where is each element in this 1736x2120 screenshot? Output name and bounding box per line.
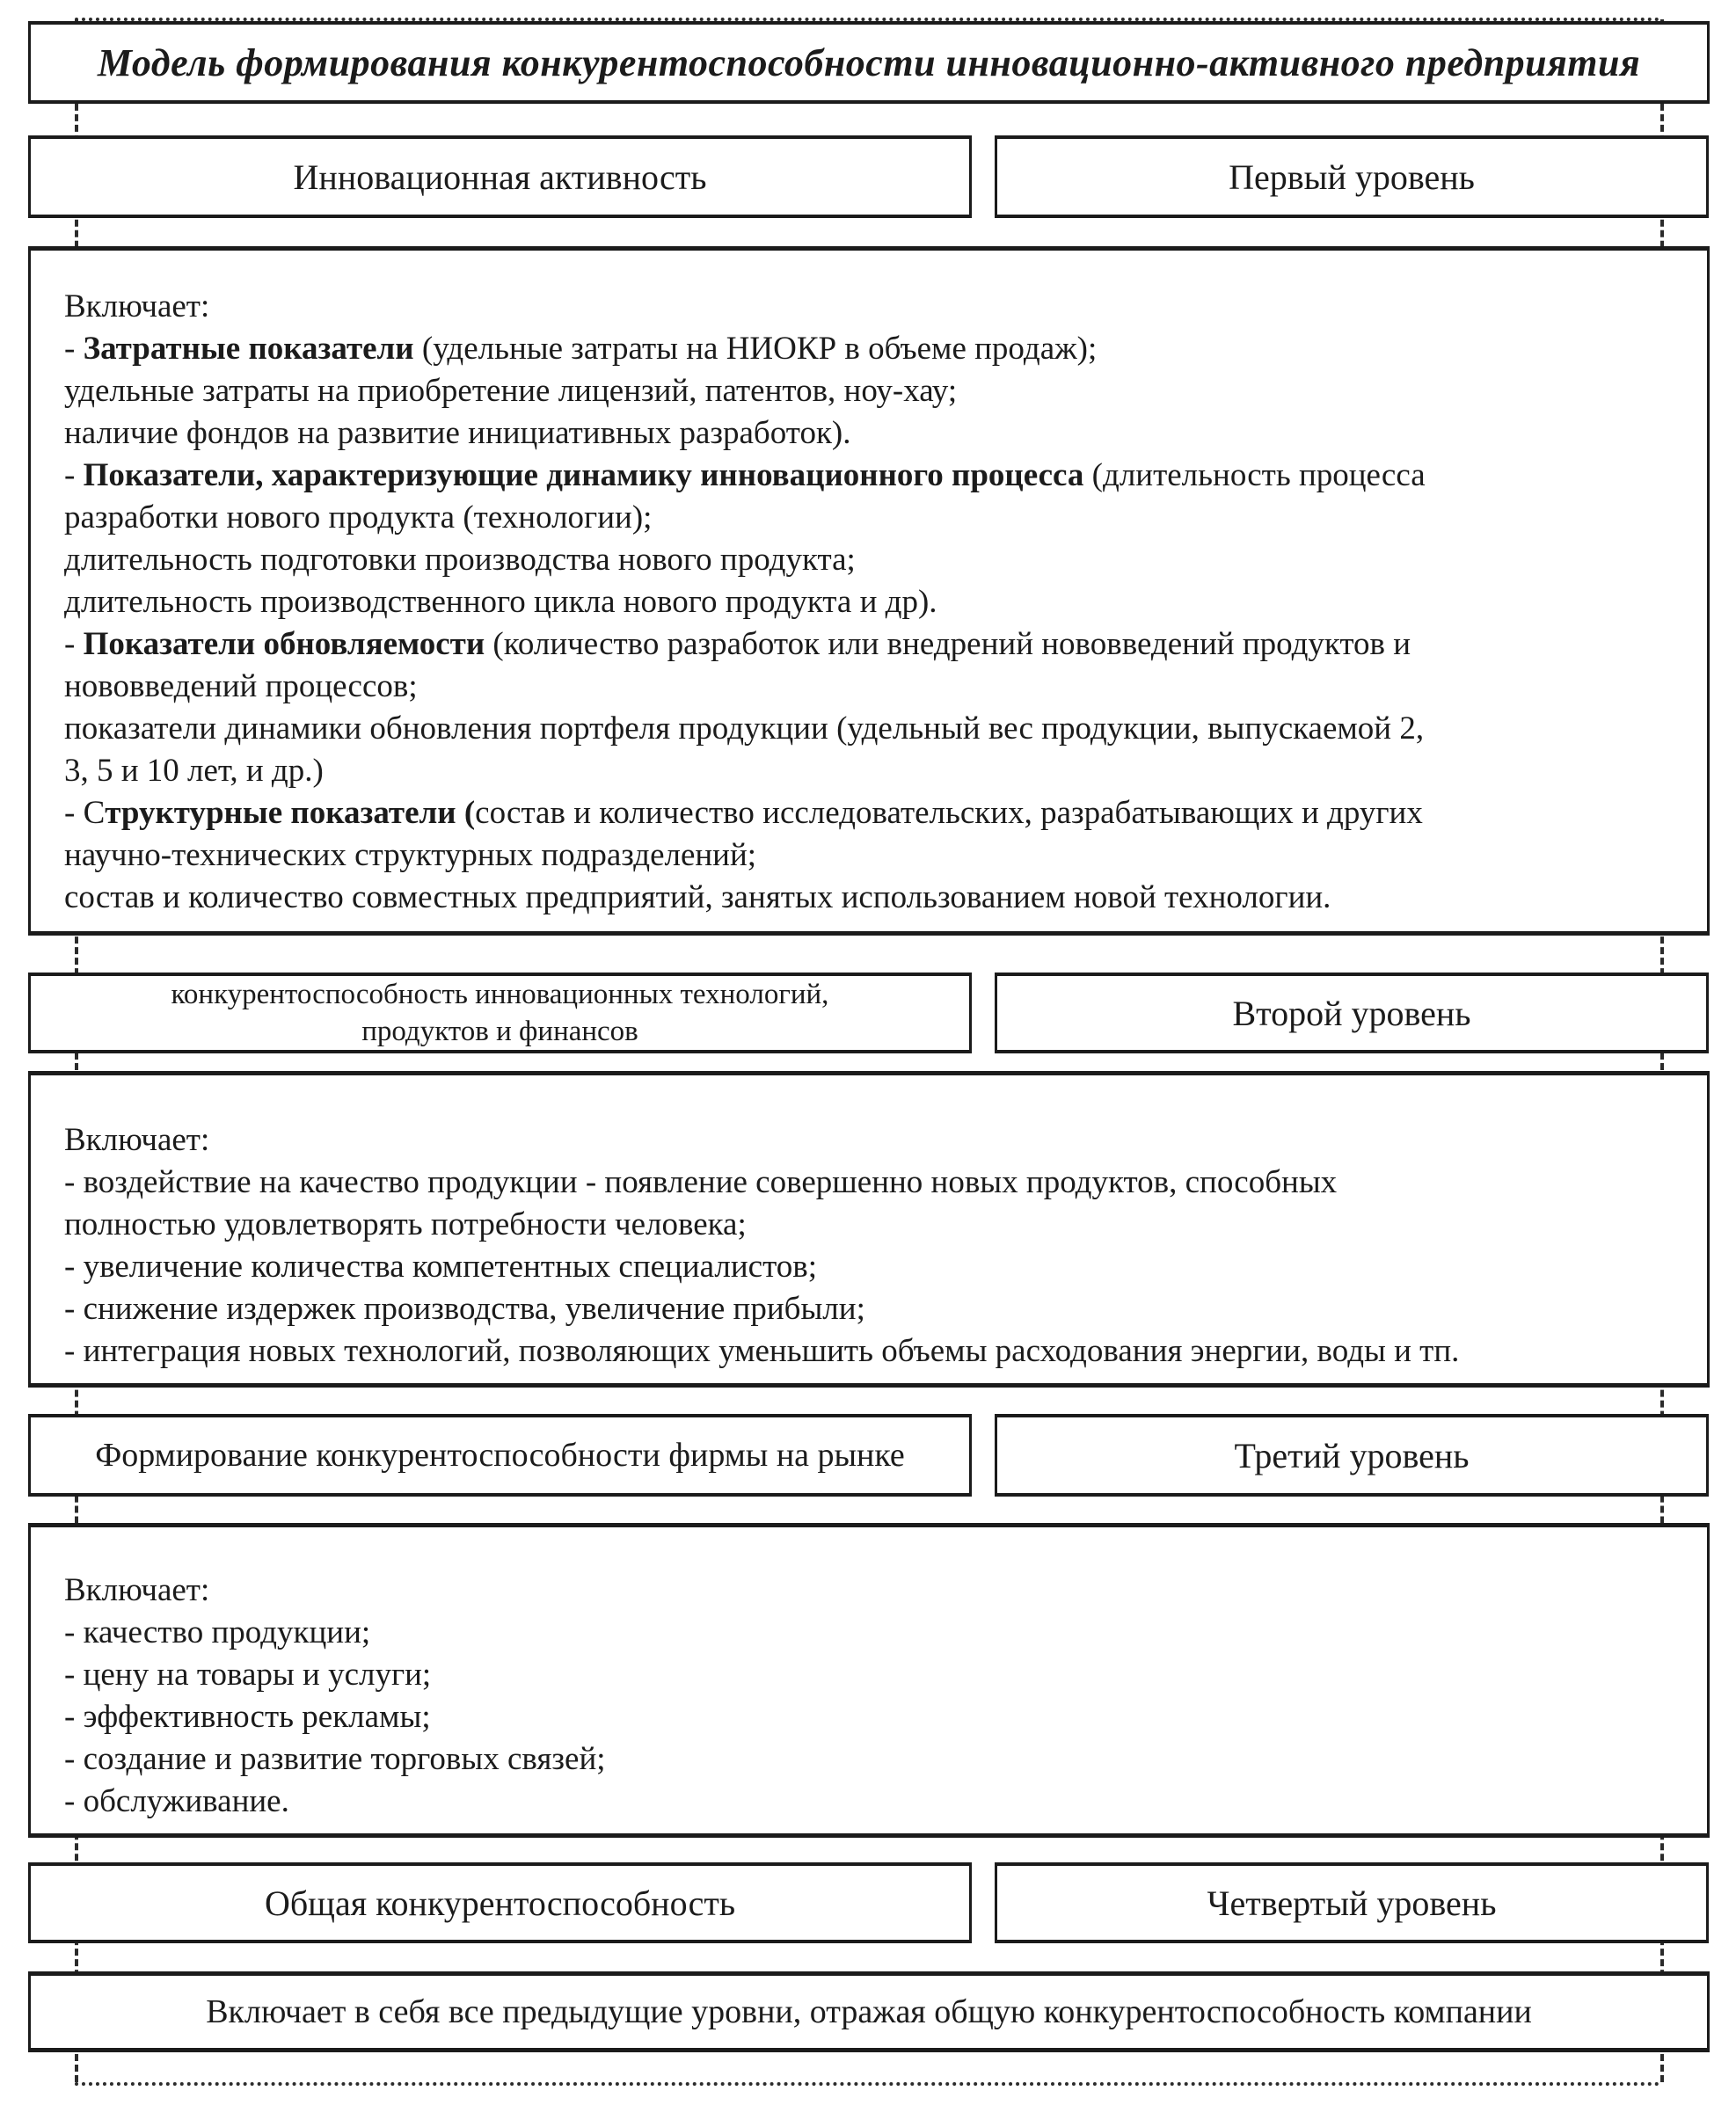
level-1-category-label: Инновационная активность	[293, 157, 707, 197]
level-1-category-box	[28, 135, 972, 218]
level-3-content-text: Включает: - качество продукции; - цену на товары и услуги; - эффективность рекламы; - создание и развитие торговых связей; - обслуживание.	[64, 1572, 606, 1819]
level-4-content-text: Включает в себя все предыдущие уровни, отражая общую конкурентоспособность компании	[206, 1993, 1532, 2030]
level-4-category-label: Общая конкурентоспособность	[264, 1883, 736, 1923]
diagram-title: Модель формирования конкурентоспособности инновационно-активного предприятия	[97, 40, 1641, 84]
level-1-content-text: Включает: - Затратные показатели (удельные затраты на НИОКР в объеме продаж); удельные затраты на приобретение лицензий, патентов, ноу-хау; наличие фондов на развитие инициативных разработок). - Показатели, характеризующие динамику инновационного процесса (длительность процесса разработки нового продукта (технологии); длительность подготовки производства нового продукта; длительность производственного цикла нового продукта и др). - Показатели обновляемости (количество разработок или внедрений нововведений продуктов и нововведений процессов; показатели динамики обновления портфеля продукции (удельный вес продукции, выпускаемой 2, 3, 5 и 10 лет, и др.) - Структурные показатели (состав и количество исследовательских, разрабатывающих и других научно-технических структурных подразделений; состав и количество совместных предприятий, занятых использованием новой технологии.	[64, 288, 1426, 915]
level-4-name-label: Четвертый уровень	[1207, 1883, 1497, 1923]
level-1-name-label: Первый уровень	[1229, 157, 1475, 197]
level-3-content-box	[28, 1523, 1710, 1838]
level-2-content-text: Включает: - воздействие на качество продукции - появление совершенно новых продуктов, способных полностью удовлетворять потребности человека; - увеличение количества компетентных специалистов; - снижение издержек производства, увеличение прибыли; - интеграция новых технологий, позволяющих уменьшить объемы расходования энергии, воды и тп.	[64, 1122, 1460, 1369]
level-2-name-label: Второй уровень	[1232, 993, 1471, 1033]
level-1-name-box	[995, 135, 1709, 218]
level-2-category-box	[28, 973, 972, 1053]
level-3-name-label: Третий уровень	[1234, 1435, 1470, 1475]
level-3-category-label: Формирование конкурентоспособности фирмы на рынке	[95, 1437, 905, 1474]
dotted-frame-bottom-line	[75, 2082, 1660, 2086]
level-2-name-box	[995, 973, 1709, 1053]
level-2-category-label: конкурентоспособность инновационных технологий, продуктов и финансов	[171, 979, 829, 1047]
level-3-category-box	[28, 1414, 972, 1497]
level-4-name-box	[995, 1862, 1709, 1943]
level-4-content-box	[28, 1971, 1710, 2052]
level-4-category-box	[28, 1862, 972, 1943]
level-3-name-box	[995, 1414, 1709, 1497]
level-1-content-box	[28, 246, 1710, 936]
level-2-content-box	[28, 1071, 1710, 1388]
diagram-title-box	[28, 21, 1710, 104]
